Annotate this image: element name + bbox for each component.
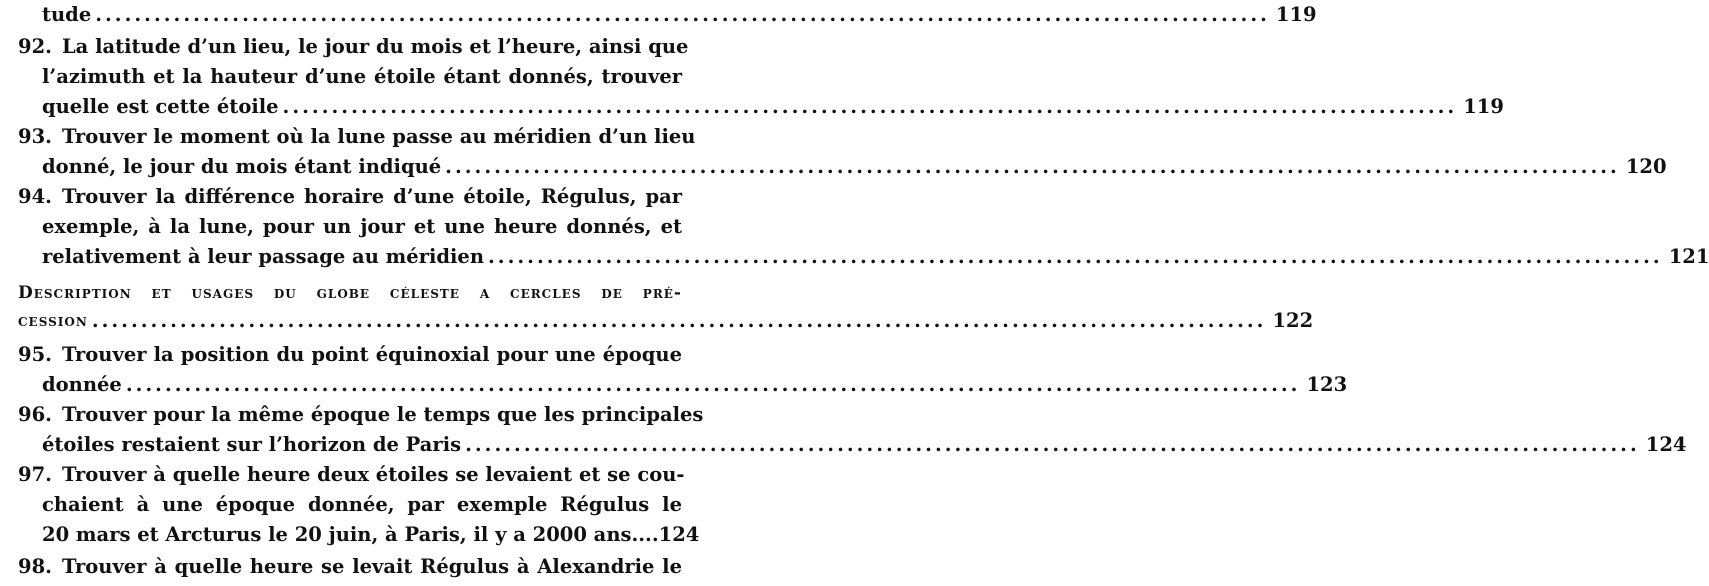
page-number: 124 [1645, 433, 1687, 456]
toc-line [0, 340, 700, 370]
dot-leader: ........................................................................................................................ [95, 3, 1270, 26]
entry-text: Trouver la différence horaire d’une étoile, Régulus, par [61, 185, 682, 208]
entry-number: 92. [18, 35, 52, 58]
toc-line [0, 0, 1317, 30]
entry-number: 96. [18, 403, 52, 426]
dot-leader: ........................................................................................................................ [445, 155, 1620, 178]
toc-line [0, 430, 1687, 460]
toc-line [0, 212, 700, 242]
page-number: 124 [658, 523, 700, 546]
entry-text: relativement à leur passage au méridien [42, 245, 485, 268]
dot-leader: ........................................................................................................................ [465, 433, 1640, 456]
page-number: 120 [1625, 155, 1667, 178]
dot-leader: ........................................................................................................................ [282, 95, 1458, 118]
entry-text: exemple, à la lune, pour un jour et une heure donnés, et [42, 215, 682, 238]
toc-line [0, 122, 700, 152]
entry-text: Trouver pour la même époque le temps que les principales [61, 403, 704, 426]
section-heading [0, 306, 1314, 336]
toc-line [0, 552, 700, 582]
entry-text: 20 mars et Arcturus le 20 juin, à Paris, il y a 2000 ans.... [42, 523, 659, 546]
page-number: 123 [1306, 373, 1348, 396]
entry-text: Trouver la position du point équinoxial pour une époque [61, 343, 682, 366]
page-number: 121 [1668, 245, 1709, 268]
entry-text: donné, le jour du mois étant indiqué [42, 155, 442, 178]
toc-line [0, 520, 700, 550]
toc-line [0, 62, 700, 92]
entry-text: Trouver à quelle heure deux étoiles se levaient et se cou- [61, 463, 685, 486]
heading-text: cession [18, 311, 88, 331]
toc-line [0, 152, 1667, 182]
toc-line [0, 92, 1504, 122]
entry-text: chaient à une époque donnée, par exemple Régulus le [42, 493, 682, 516]
toc-line [0, 182, 700, 212]
dot-leader: ........................................................................................................................ [488, 245, 1663, 268]
toc-line [0, 370, 1348, 400]
entry-text: quelle est cette étoile [42, 95, 279, 118]
entry-text: tude [42, 3, 92, 26]
entry-text: donnée [42, 373, 122, 396]
page-number: 119 [1463, 95, 1504, 118]
toc-line [0, 32, 700, 62]
heading-text: Description et usages du globe céleste a cercles de pré- [18, 283, 682, 303]
toc-line [0, 490, 700, 520]
entry-text: La latitude d’un lieu, le jour du mois et l’heure, ainsi que [61, 35, 689, 58]
entry-text: étoiles restaient sur l’horizon de Paris [42, 433, 462, 456]
entry-number: 94. [18, 185, 52, 208]
toc-line [0, 242, 1709, 272]
toc-line [0, 460, 700, 490]
entry-text: l’azimuth et la hauteur d’une étoile étant donnés, trouver [42, 65, 682, 88]
dot-leader: ........................................................................................................................ [91, 309, 1267, 332]
entry-number: 97. [18, 463, 52, 486]
section-heading [0, 278, 700, 308]
entry-number: 95. [18, 343, 52, 366]
entry-text: Trouver le moment où la lune passe au méridien d’un lieu [61, 125, 696, 148]
entry-number: 98. [18, 555, 52, 578]
page-number: 122 [1272, 309, 1314, 332]
page-number: 119 [1275, 3, 1317, 26]
toc-line [0, 400, 704, 430]
entry-text: Trouver à quelle heure se levait Régulus à Alexandrie le [61, 555, 682, 578]
entry-number: 93. [18, 125, 52, 148]
dot-leader: ........................................................................................................................ [125, 373, 1301, 396]
